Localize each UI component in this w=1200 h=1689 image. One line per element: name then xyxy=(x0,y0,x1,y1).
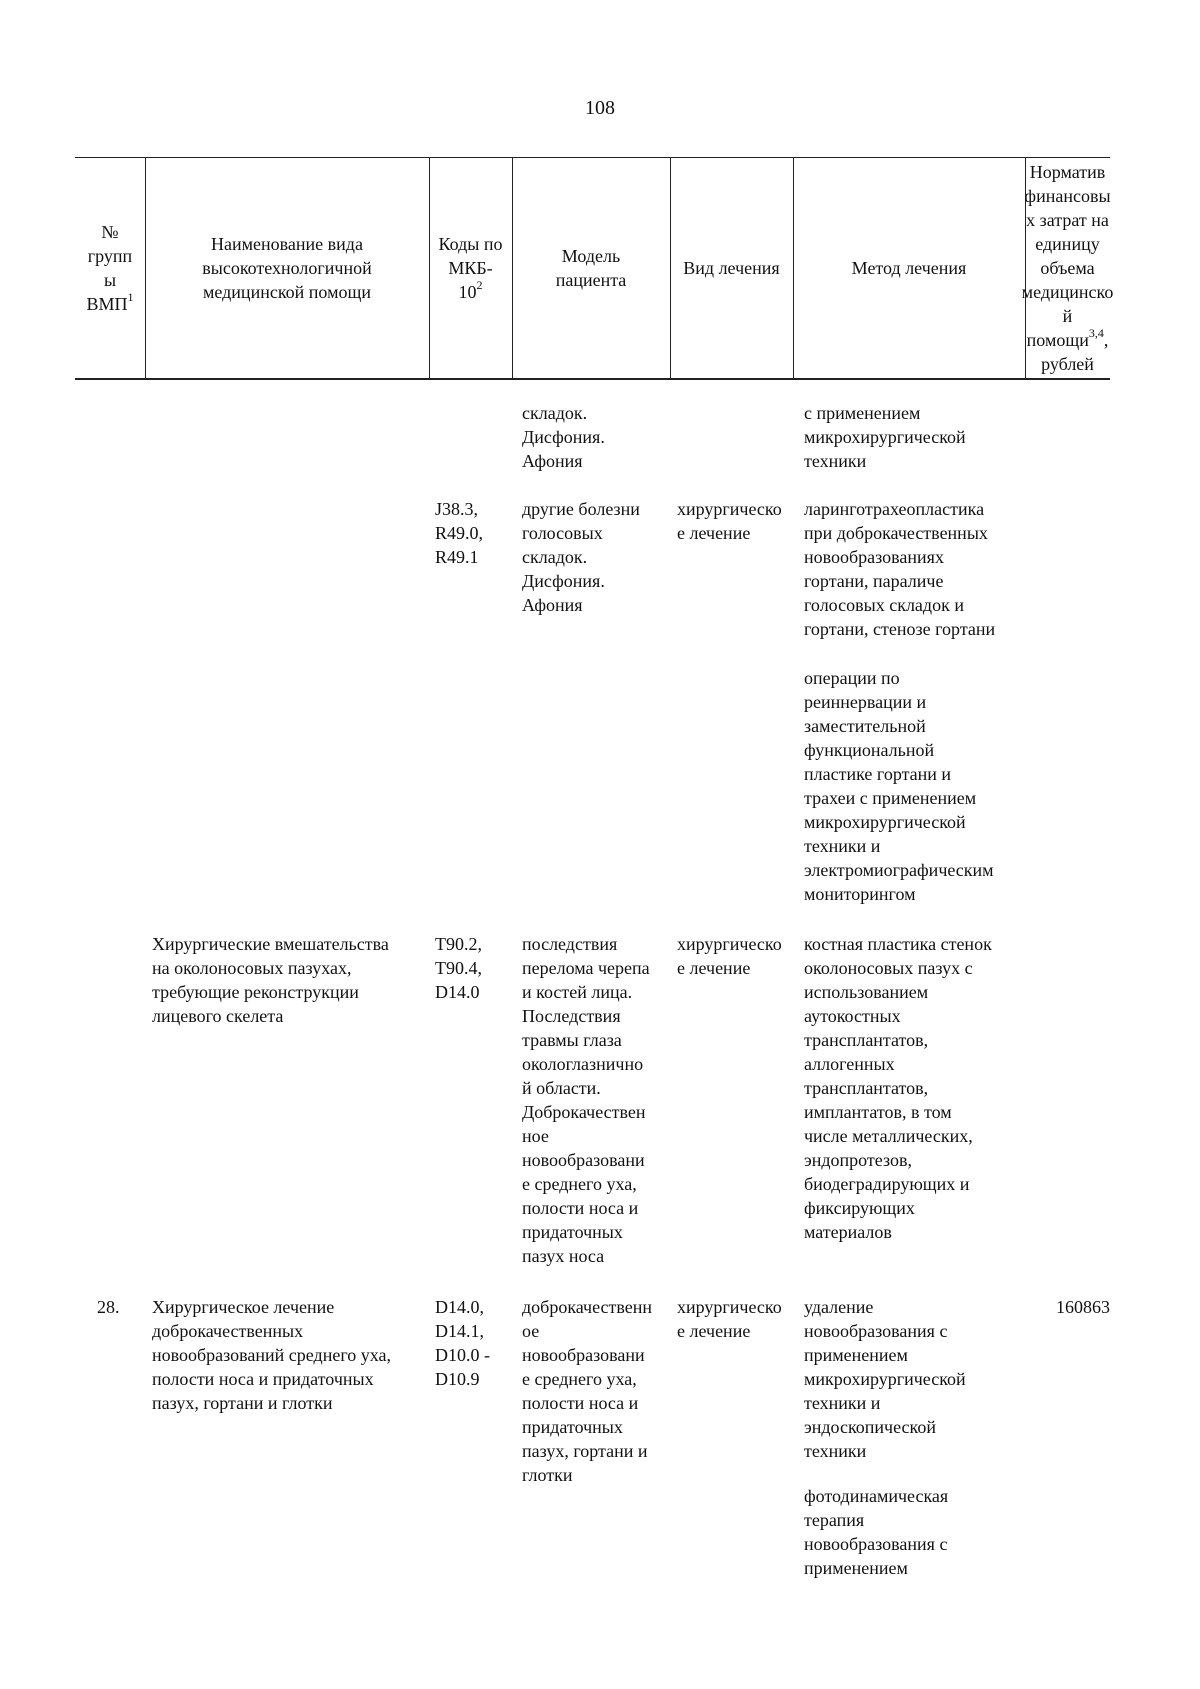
page-number: 108 xyxy=(585,97,615,119)
codes-cell: D14.0, D14.1, D10.0 - D10.9 xyxy=(435,1297,490,1389)
method-cell: операции по реиннервации и заместительной функциональной пластике гортани и трахеи с применением микрохирургической техники и электромиографическим мониторингом xyxy=(804,668,994,904)
treatment-type-cell: хирургическо е лечение xyxy=(677,499,782,543)
model-cell: другие болезни голосовых складок. Дисфония. Афония xyxy=(522,499,640,615)
header-codes: Коды по МКБ- $10^2$ xyxy=(438,234,503,302)
model-cell: последствия перелома черепа и костей лица. Последствия травмы глаза окологлазнично й области. Доброкачествен ное новообразовани е среднего уха, полости носа и придаточных пазух носа xyxy=(522,934,650,1266)
method-cell: с применением микрохирургической техники xyxy=(804,403,966,471)
model-cell: складок. Дисфония. Афония xyxy=(522,403,605,471)
header-norm: Норматив финансовы х затрат на единицу объема медицинско й помощи$^{3,4}$, рублей xyxy=(1021,162,1114,374)
header-name: Наименование вида высокотехнологичной медицинской помощи xyxy=(202,234,372,302)
method-cell: костная пластика стенок околоносовых пазух с использованием аутокостных трансплантатов, аллогенных трансплантатов, имплантатов, в том числе металлических, эндопротезов, биодеградирующих и фиксирующих материалов xyxy=(804,934,992,1242)
norm-cell: 160863 xyxy=(1056,1297,1110,1317)
group-no-cell: 28. xyxy=(97,1297,120,1317)
codes-cell: J38.3, R49.0, R49.1 xyxy=(435,499,484,567)
header-group-no: № групп ы ВМП$^1$ xyxy=(86,222,134,314)
method-cell: удаление новообразования с применением микрохирургической техники и эндоскопической техники xyxy=(804,1297,966,1461)
treatment-type-cell: хирургическо е лечение xyxy=(677,1297,782,1341)
treatment-type-cell: хирургическо е лечение xyxy=(677,934,782,978)
header-treatment-method: Метод лечения xyxy=(851,258,967,278)
method-cell: фотодинамическая терапия новообразования с применением xyxy=(804,1486,949,1578)
name-cell: Хирургические вмешательства на околоносовых пазухах, требующие реконструкции лицевого скелета xyxy=(152,934,389,1026)
header-model: Модель пациента xyxy=(555,246,627,290)
name-cell: Хирургическое лечение доброкачественных новообразований среднего уха, полости носа и придаточных пазух, гортани и глотки xyxy=(152,1297,392,1413)
method-cell: ларинготрахеопластика при доброкачественных новообразованиях гортани, параличе голосовых складок и гортани, стенозе гортани xyxy=(804,499,996,639)
codes-cell: T90.2, T90.4, D14.0 xyxy=(435,934,482,1002)
header-treatment-type: Вид лечения xyxy=(683,258,780,278)
table-header xyxy=(75,157,1114,380)
model-cell: доброкачественн ое новообразовани е среднего уха, полости носа и придаточных пазух, гортани и глотки xyxy=(522,1297,653,1485)
